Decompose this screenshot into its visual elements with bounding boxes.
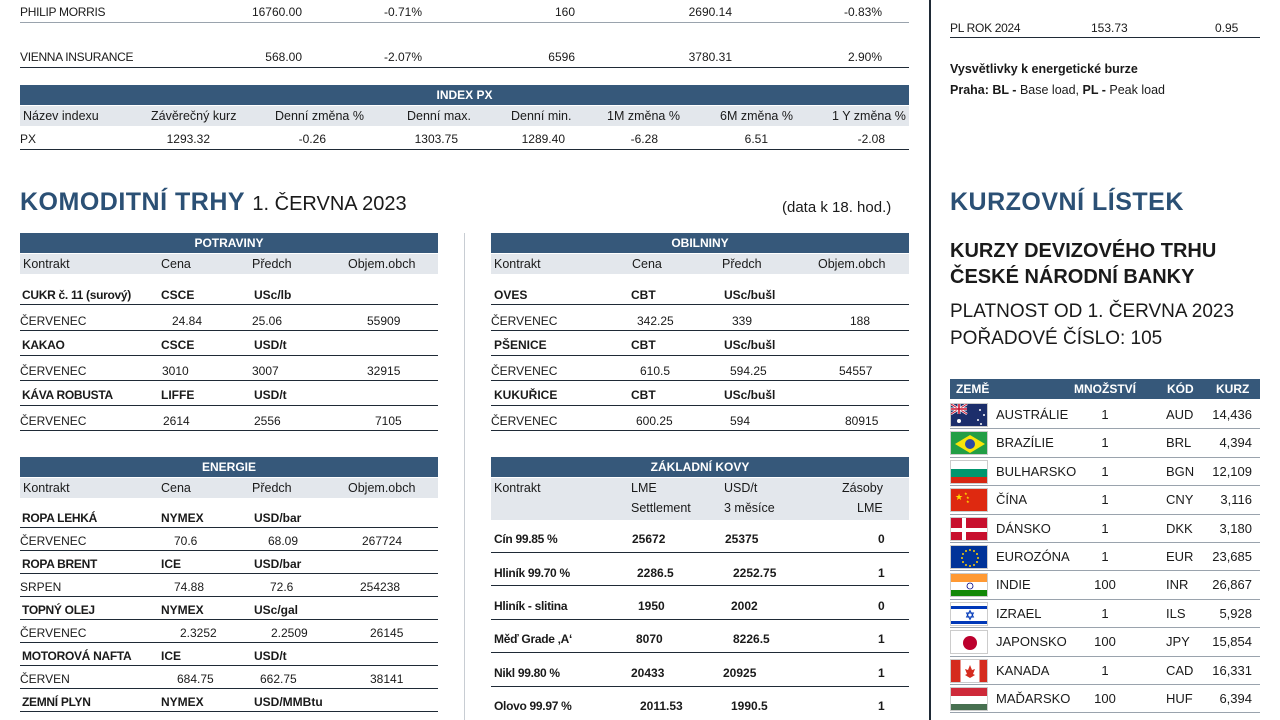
month: ČERVENEC: [20, 414, 87, 428]
contract-name: TOPNÝ OLEJ: [22, 603, 95, 617]
month: ČERVENEC: [491, 364, 558, 378]
legend-bl: BL -: [992, 83, 1017, 97]
unit: USD/bar: [254, 511, 302, 525]
contract-name: KUKUŘICE: [494, 388, 558, 402]
unit: USc/bušl: [724, 338, 776, 352]
index-px-column-headers: [20, 106, 909, 126]
divider: [491, 405, 909, 406]
legend-pl: PL -: [1082, 83, 1106, 97]
col-volume: Objem.obch: [348, 481, 416, 495]
index-min: 1289.40: [521, 132, 565, 146]
metal-name: Měď Grade ‚A‘: [494, 632, 573, 646]
contract-name: MOTOROVÁ NAFTA: [22, 649, 132, 663]
data-time-note: (data k 18. hod.): [782, 199, 892, 216]
unit: USD/bar: [254, 557, 302, 571]
col-1y: 1 Y změna %: [832, 109, 906, 123]
index-close: 1293.32: [166, 132, 210, 146]
lme-price: 20433: [631, 666, 665, 680]
sidebar-divider: [929, 0, 931, 720]
prev: 2556: [254, 414, 281, 428]
legend-text: [950, 83, 1165, 97]
index-1y: -2.08: [857, 132, 885, 146]
exchange: NYMEX: [161, 511, 204, 525]
divider: [491, 619, 909, 620]
japan-flag-icon: [950, 630, 988, 654]
komoditni-title: KOMODITNÍ TRHY: [20, 188, 246, 216]
divider: [491, 355, 909, 356]
denmark-flag-icon: [950, 517, 988, 541]
energie-header: ENERGIE: [20, 457, 438, 477]
col-index-name: Název indexu: [23, 109, 99, 123]
unit: USc/lb: [254, 288, 292, 302]
divider: [20, 550, 438, 551]
legend-city: Praha:: [950, 83, 989, 97]
month: ČERVEN: [20, 672, 70, 686]
prev: 25.06: [252, 314, 283, 328]
prev: 72.6: [270, 580, 294, 594]
contract-name: PŠENICE: [494, 338, 547, 352]
stock: 1: [878, 566, 885, 580]
unit: USc/bušl: [724, 288, 776, 302]
col-6m: 6M změna %: [720, 109, 793, 123]
energy-value: 153.73: [1091, 21, 1128, 35]
col-volume: Objem.obch: [348, 257, 416, 271]
usd-3m: 25375: [725, 532, 759, 546]
col-prev: Předch: [252, 481, 292, 495]
rate-row: [950, 600, 1260, 628]
currency-code: BGN: [1166, 463, 1195, 479]
energy-change: 0.95: [1215, 21, 1239, 35]
price: 2.3252: [180, 626, 217, 640]
country: INDIE: [996, 577, 1031, 593]
currency-code: EUR: [1166, 549, 1194, 564]
potraviny-column-headers: [20, 254, 438, 274]
currency-code: CAD: [1166, 662, 1194, 678]
stock-turnover: 2690.14: [688, 5, 732, 19]
contract-name: ZEMNÍ PLYN: [22, 695, 91, 709]
col-1m: 1M změna %: [607, 109, 680, 123]
svg-text:★: ★: [966, 495, 970, 501]
col-code: KÓD: [1167, 382, 1194, 396]
divider: [491, 686, 909, 687]
volume: 54557: [839, 364, 873, 378]
india-flag-icon: [950, 573, 988, 597]
kurzovni-title: KURZOVNÍ LÍSTEK: [950, 188, 1184, 216]
rate: 5,928: [1219, 605, 1252, 621]
exchange: CBT: [631, 288, 656, 302]
currency-code: JPY: [1166, 634, 1190, 650]
kovy-header: ZÁKLADNÍ KOVY: [491, 457, 909, 477]
col-contract: Kontrakt: [494, 257, 541, 271]
month: ČERVENEC: [20, 364, 87, 378]
rate: 16,331: [1212, 662, 1252, 678]
volume: 80915: [845, 414, 879, 428]
rate: 4,394: [1219, 435, 1252, 451]
index-name: PX: [20, 132, 37, 146]
divider: [491, 380, 909, 381]
month: ČERVENEC: [491, 414, 558, 428]
divider: [491, 652, 909, 653]
stock-price: 568.00: [265, 50, 302, 64]
exchange: CSCE: [161, 338, 195, 352]
rate: 26,867: [1212, 577, 1252, 593]
contract-name: ROPA BRENT: [22, 557, 98, 571]
kurzovni-subtitle-2: ČESKÉ NÁRODNÍ BANKY: [950, 266, 1195, 288]
unit: USc/bušl: [724, 388, 776, 402]
col-rate: KURZ: [1216, 382, 1250, 396]
svg-text:★: ★: [955, 492, 964, 503]
metal-name: Olovo 99.97 %: [494, 699, 572, 713]
month: SRPEN: [20, 580, 62, 594]
index-max: 1303.75: [414, 132, 458, 146]
col-prev: Předch: [252, 257, 292, 271]
currency-code: HUF: [1166, 691, 1193, 706]
rate-row: [950, 458, 1260, 486]
col-price: Cena: [161, 481, 191, 495]
unit: USD/MMBtu: [254, 695, 323, 709]
index-1m: -6.28: [630, 132, 658, 146]
index-change: -0.26: [298, 132, 326, 146]
col-prev: Předch: [722, 257, 762, 271]
rate: 23,685: [1212, 549, 1252, 564]
country: DÁNSKO: [996, 520, 1051, 536]
contract-name: KAKAO: [22, 338, 65, 352]
divider: [20, 665, 438, 666]
quantity: 100: [1094, 691, 1116, 706]
divider: [20, 355, 438, 356]
col-stock-lme: LME: [857, 501, 883, 515]
rate: 12,109: [1212, 463, 1252, 479]
quantity: 1: [1101, 662, 1109, 678]
lme-price: 1950: [638, 599, 665, 613]
price: 70.6: [174, 534, 198, 548]
usd-3m: 2252.75: [733, 566, 777, 580]
volume: 32915: [367, 364, 401, 378]
country: KANADA: [996, 662, 1050, 678]
israel-flag-icon: [950, 602, 988, 626]
divider: [20, 573, 438, 574]
stock: 1: [878, 632, 885, 646]
svg-text:★: ★: [966, 499, 970, 505]
rate-row: [950, 543, 1260, 571]
unit: USD/t: [254, 338, 287, 352]
rate: 3,116: [1220, 492, 1252, 508]
divider: [20, 642, 438, 643]
col-contract: Kontrakt: [494, 481, 541, 495]
obilniny-header: OBILNINY: [491, 233, 909, 253]
contract-name: ROPA LEHKÁ: [22, 511, 98, 525]
usd-3m: 8226.5: [733, 632, 770, 646]
contract-name: OVES: [494, 288, 528, 302]
volume: 26145: [370, 626, 404, 640]
exchange: NYMEX: [161, 603, 204, 617]
svg-text:★: ★: [964, 491, 968, 497]
divider: [20, 688, 438, 689]
rates-column-headers: [950, 379, 1260, 399]
stock: 1: [878, 699, 885, 713]
kovy-column-headers: [491, 478, 909, 520]
price: 610.5: [640, 364, 671, 378]
exchange: ICE: [161, 557, 182, 571]
col-country: ZEMĚ: [956, 382, 990, 396]
stock: 0: [878, 599, 885, 613]
stock-turnover: 3780.31: [688, 50, 732, 64]
col-daily-change: Denní změna %: [275, 109, 364, 123]
country: AUSTRÁLIE: [996, 407, 1069, 422]
rate-row: [950, 571, 1260, 599]
col-contract: Kontrakt: [23, 481, 70, 495]
lme-price: 25672: [632, 532, 666, 546]
prev: 3007: [252, 364, 279, 378]
rate: 3,180: [1219, 520, 1252, 536]
country: BRAZÍLIE: [996, 435, 1054, 451]
currency-code: INR: [1166, 577, 1189, 593]
col-volume: Objem.obch: [818, 257, 886, 271]
exchange: ICE: [161, 649, 182, 663]
unit: USc/gal: [254, 603, 299, 617]
divider: [491, 330, 909, 331]
col-close: Závěrečný kurz: [151, 109, 237, 123]
col-qty: MNOŽSTVÍ: [1074, 382, 1136, 396]
komoditni-date: 1. ČERVNA 2023: [252, 193, 407, 215]
prev: 68.09: [268, 534, 299, 548]
divider: [491, 430, 909, 431]
country: MAĎARSKO: [996, 691, 1071, 706]
contract-name: CUKR č. 11 (surový): [22, 288, 132, 302]
divider: [20, 67, 909, 68]
rate-row: [950, 429, 1260, 457]
currency-code: AUD: [1166, 407, 1194, 422]
unit: USD/t: [254, 388, 287, 402]
rate-row: [950, 515, 1260, 543]
divider: [20, 430, 438, 431]
brazil-flag-icon: [950, 431, 988, 455]
kurzovni-subtitle-1: KURZY DEVIZOVÉHO TRHU: [950, 240, 1217, 262]
exchange: CBT: [631, 338, 656, 352]
rate-row: [950, 401, 1260, 429]
hungary-flag-icon: [950, 687, 988, 711]
divider: [491, 304, 909, 305]
rate: 14,436: [1212, 407, 1252, 422]
stock: 1: [878, 666, 885, 680]
divider: [20, 330, 438, 331]
stock-name: VIENNA INSURANCE: [20, 50, 134, 64]
month: ČERVENEC: [20, 626, 87, 640]
currency-code: DKK: [1166, 520, 1193, 536]
metal-name: Cín 99.85 %: [494, 532, 558, 546]
stock-volume: 160: [554, 5, 575, 19]
month: ČERVENEC: [491, 314, 558, 328]
index-6m: 6.51: [744, 132, 768, 146]
legend-title: Vysvětlivky k energetické burze: [950, 62, 1138, 76]
eu-flag-icon: [950, 545, 988, 569]
exchange: CBT: [631, 388, 656, 402]
unit: USD/t: [254, 649, 287, 663]
metal-name: Hliník 99.70 %: [494, 566, 570, 580]
col-daily-min: Denní min.: [511, 109, 572, 123]
quantity: 1: [1101, 492, 1109, 508]
usd-3m: 20925: [723, 666, 757, 680]
potraviny-header: POTRAVINY: [20, 233, 438, 253]
metal-name: Nikl 99.80 %: [494, 666, 560, 680]
quantity: 1: [1101, 605, 1109, 621]
divider: [20, 304, 438, 305]
lme-price: 8070: [636, 632, 663, 646]
divider: [20, 22, 909, 23]
quantity: 1: [1101, 463, 1109, 479]
price: 600.25: [636, 414, 673, 428]
stock-change: -2.07%: [383, 50, 422, 64]
divider: [20, 619, 438, 620]
stock-ytd: 2.90%: [847, 50, 882, 64]
exchange: CSCE: [161, 288, 195, 302]
energie-column-headers: [20, 478, 438, 498]
lme-price: 2011.53: [640, 699, 683, 713]
quantity: 1: [1101, 520, 1109, 536]
price: 684.75: [177, 672, 214, 686]
price: 2614: [163, 414, 190, 428]
quantity: 1: [1101, 549, 1109, 564]
col-lme-settlement: Settlement: [631, 501, 691, 515]
rate-row: [950, 486, 1260, 514]
price: 342.25: [637, 314, 674, 328]
month: ČERVENEC: [20, 314, 87, 328]
stock-change: -0.71%: [383, 5, 422, 19]
legend-pl-text: Peak load: [1109, 83, 1165, 97]
usd-3m: 1990.5: [731, 699, 768, 713]
quantity: 100: [1094, 634, 1116, 650]
china-flag-icon: [950, 488, 988, 512]
col-lme: LME: [631, 481, 657, 495]
obilniny-column-headers: [491, 254, 909, 274]
currency-code: CNY: [1166, 492, 1194, 508]
country: ČÍNA: [996, 492, 1028, 508]
stock-name: PHILIP MORRIS: [20, 5, 106, 19]
col-daily-max: Denní max.: [407, 109, 471, 123]
volume: 188: [850, 314, 871, 328]
col-contract: Kontrakt: [23, 257, 70, 271]
divider: [950, 37, 1260, 38]
currency-code: ILS: [1166, 605, 1186, 621]
volume: 7105: [375, 414, 402, 428]
lme-price: 2286.5: [637, 566, 674, 580]
divider: [20, 711, 438, 712]
canada-flag-icon: [950, 659, 988, 683]
contract-name: KÁVA ROBUSTA: [22, 388, 113, 402]
prev: 2.2509: [271, 626, 308, 640]
country: EUROZÓNA: [996, 549, 1070, 564]
rate: 6,394: [1219, 691, 1252, 706]
rate-row: [950, 685, 1260, 713]
index-px-header: INDEX PX: [20, 85, 909, 105]
energy-label: PL ROK 2024: [950, 21, 1021, 35]
prev: 594: [730, 414, 751, 428]
rate-row: [950, 657, 1260, 685]
quantity: 1: [1101, 435, 1109, 451]
country: BULHARSKO: [996, 463, 1077, 479]
volume: 254238: [360, 580, 401, 594]
divider: [20, 596, 438, 597]
quantity: 1: [1101, 407, 1109, 422]
quantity: 100: [1094, 577, 1116, 593]
col-usd-3m: 3 měsíce: [724, 501, 775, 515]
metal-name: Hliník - slitina: [494, 599, 568, 613]
country: IZRAEL: [996, 605, 1042, 621]
divider: [950, 712, 1260, 713]
divider: [20, 405, 438, 406]
divider: [20, 149, 909, 150]
volume: 55909: [367, 314, 401, 328]
divider: [20, 380, 438, 381]
bulgaria-flag-icon: [950, 460, 988, 484]
rate: 15,854: [1212, 634, 1252, 650]
col-stock: Zásoby: [842, 481, 883, 495]
stock-ytd: -0.83%: [843, 5, 882, 19]
prev: 662.75: [260, 672, 297, 686]
currency-code: BRL: [1166, 435, 1192, 451]
col-price: Cena: [632, 257, 662, 271]
stock-price: 16760.00: [251, 5, 302, 19]
exchange: LIFFE: [161, 388, 195, 402]
col-usd: USD/t: [724, 481, 758, 495]
price: 24.84: [172, 314, 203, 328]
price: 74.88: [174, 580, 205, 594]
legend-bl-text: Base load,: [1019, 83, 1080, 97]
stock-volume: 6596: [548, 50, 575, 64]
kurzovni-valid: PLATNOST OD 1. ČERVNA 2023: [950, 301, 1235, 322]
column-divider: [464, 233, 465, 720]
rate-row: [950, 628, 1260, 656]
section-title: [20, 188, 407, 217]
country: JAPONSKO: [996, 634, 1067, 650]
col-price: Cena: [161, 257, 191, 271]
divider: [20, 527, 438, 528]
price: 3010: [162, 364, 189, 378]
kurzovni-order: POŘADOVÉ ČÍSLO: 105: [950, 328, 1163, 349]
divider: [491, 552, 909, 553]
volume: 38141: [370, 672, 404, 686]
volume: 267724: [362, 534, 403, 548]
prev: 594.25: [730, 364, 767, 378]
usd-3m: 2002: [731, 599, 758, 613]
prev: 339: [732, 314, 753, 328]
month: ČERVENEC: [20, 534, 87, 548]
australia-flag-icon: [950, 403, 988, 427]
exchange: NYMEX: [161, 695, 204, 709]
stock: 0: [878, 532, 885, 546]
divider: [491, 585, 909, 586]
